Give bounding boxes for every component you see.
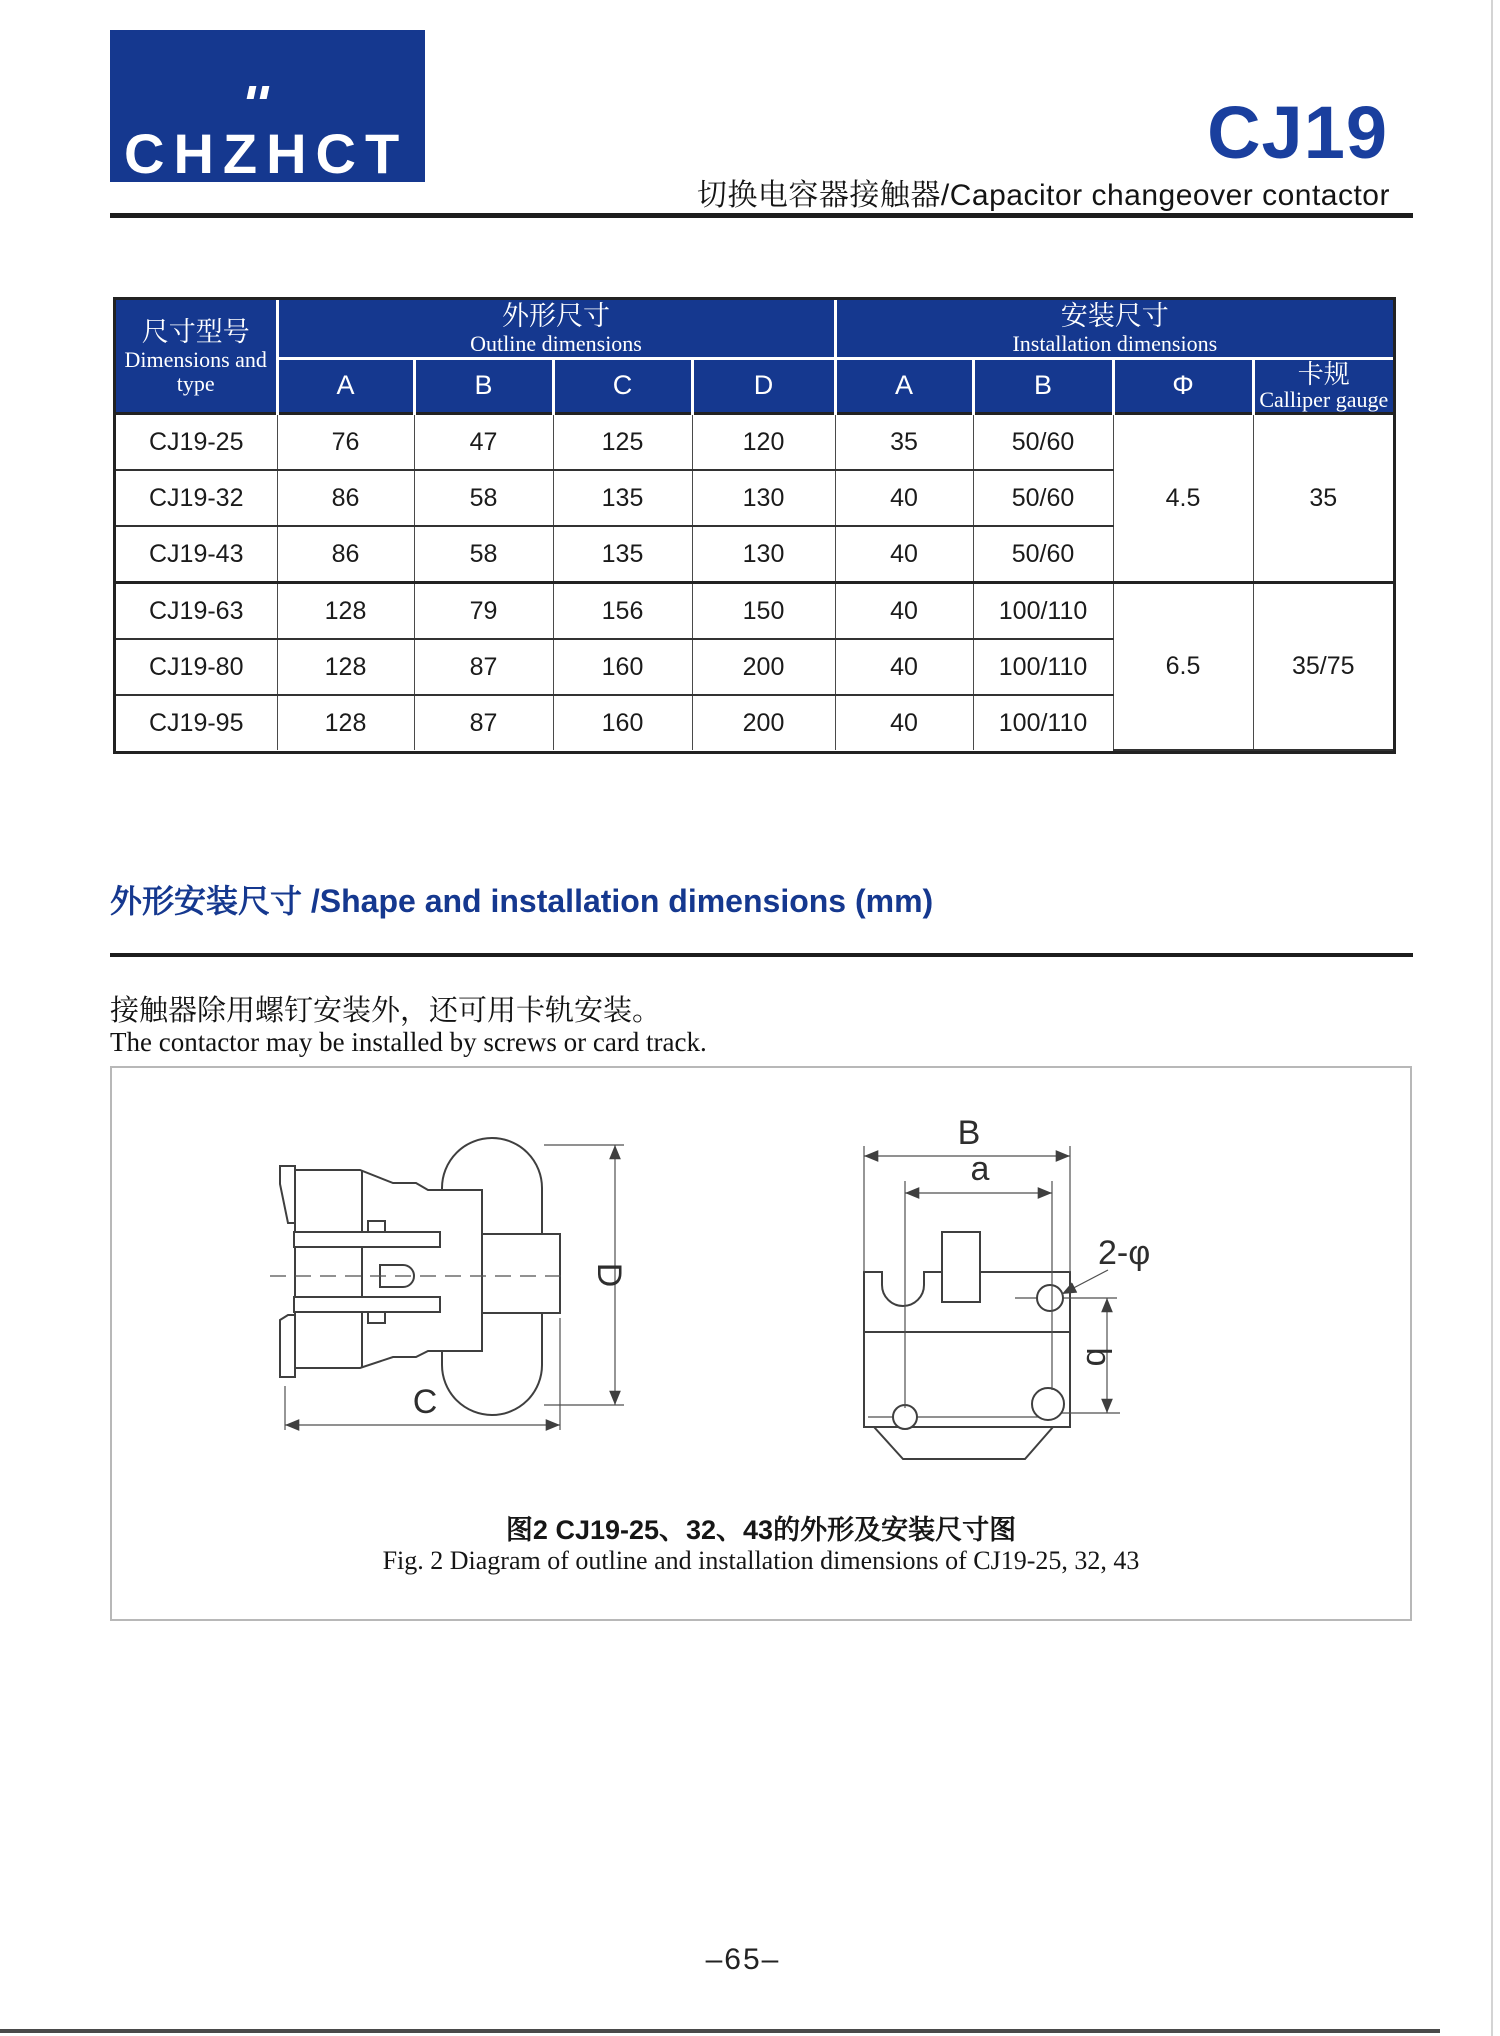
mount-ear-top <box>280 1166 295 1223</box>
cell-c: 125 <box>553 414 692 471</box>
table-header-row-subcols <box>116 358 1393 414</box>
cell-d: 200 <box>692 639 835 695</box>
cell-install-a: 40 <box>835 639 973 695</box>
cell-model: CJ19-32 <box>116 470 277 526</box>
cell-a: 86 <box>277 470 414 526</box>
cell-c: 135 <box>553 470 692 526</box>
cell-b: 58 <box>414 470 553 526</box>
logo-tick-icon <box>260 86 270 99</box>
cell-install-b: 100/110 <box>973 695 1113 750</box>
rail-clip <box>942 1232 980 1302</box>
mount-hole <box>1032 1388 1064 1420</box>
cell-model: CJ19-80 <box>116 639 277 695</box>
col-group-installation-dimensions: 安装尺寸 Installation dimensions <box>835 300 1393 358</box>
product-code: CJ19 <box>1207 91 1388 174</box>
cell-install-a: 35 <box>835 414 973 471</box>
cell-model: CJ19-95 <box>116 695 277 750</box>
cell-b: 47 <box>414 414 553 471</box>
cell-a: 86 <box>277 526 414 583</box>
figure-caption-en: Fig. 2 Diagram of outline and installation dimensions of CJ19-25, 32, 43 <box>382 1546 1140 1575</box>
cell-model: CJ19-63 <box>116 583 277 640</box>
logo-tick-icon <box>247 86 257 99</box>
page-bottom-edge <box>0 2029 1440 2033</box>
cell-a: 128 <box>277 583 414 640</box>
col-header-install-a: A <box>835 358 973 414</box>
hole-diameter-callout <box>1062 1234 1150 1294</box>
dim-label-2phi: 2-φ <box>1098 1234 1151 1272</box>
brand-logo-text: CHZHCT <box>124 122 409 185</box>
cell-phi-group: 6.5 <box>1113 583 1253 751</box>
mount-ear-bottom <box>280 1315 295 1377</box>
mount-hole <box>893 1405 917 1429</box>
col-header-c: C <box>553 358 692 414</box>
col-header-a: A <box>277 358 414 414</box>
col-header-dimensions-type: 尺寸型号 Dimensions and type <box>116 300 277 414</box>
cell-phi-group: 4.5 <box>1113 414 1253 583</box>
cell-c: 156 <box>553 583 692 640</box>
cell-model: CJ19-25 <box>116 414 277 471</box>
cell-a: 128 <box>277 695 414 750</box>
cell-gauge-group: 35/75 <box>1253 583 1393 751</box>
section-rule <box>110 953 1413 957</box>
side-view-drawing <box>270 1138 628 1430</box>
figure-box <box>110 1066 1412 1621</box>
cell-a: 76 <box>277 414 414 471</box>
dim-label-b: b <box>1079 1347 1117 1367</box>
col-header-install-b: B <box>973 358 1113 414</box>
cell-d: 200 <box>692 695 835 750</box>
cell-b: 87 <box>414 695 553 750</box>
dim-label-a: a <box>970 1150 990 1188</box>
cell-install-a: 40 <box>835 470 973 526</box>
figure-caption-zh: 图2 CJ19-25、32、43的外形及安装尺寸图 <box>505 1515 1017 1545</box>
cell-d: 150 <box>692 583 835 640</box>
cell-c: 160 <box>553 695 692 750</box>
cell-c: 160 <box>553 639 692 695</box>
cell-b: 87 <box>414 639 553 695</box>
col-header-b: B <box>414 358 553 414</box>
dimension-b <box>1079 1298 1117 1413</box>
cell-d: 120 <box>692 414 835 471</box>
col-header-calliper-gauge: 卡规 Calliper gauge <box>1253 358 1393 414</box>
col-group-outline-dimensions: 外形尺寸 Outline dimensions <box>277 300 835 358</box>
table-header-row-groups <box>116 300 1393 358</box>
cell-install-b: 50/60 <box>973 470 1113 526</box>
section-heading: 外形安装尺寸 /Shape and installation dimensions (mm) <box>110 883 934 919</box>
cell-install-b: 50/60 <box>973 414 1113 471</box>
cell-install-a: 40 <box>835 583 973 640</box>
install-note-en: The contactor may be installed by screws or card track. <box>110 1027 707 1057</box>
base-foot <box>874 1427 1053 1459</box>
cell-install-a: 40 <box>835 695 973 750</box>
page-subtitle: 切换电容器接触器/Capacitor changeover contactor <box>696 179 1390 212</box>
col-header-d: D <box>692 358 835 414</box>
page-right-edge <box>1491 0 1493 2036</box>
mounting-view-drawing <box>864 1114 1150 1459</box>
mount-hole <box>1037 1285 1063 1311</box>
table-row <box>116 583 1393 640</box>
cell-install-b: 100/110 <box>973 583 1113 640</box>
col-header-phi: Φ <box>1113 358 1253 414</box>
header-rule <box>110 213 1413 218</box>
cell-d: 130 <box>692 470 835 526</box>
dimensions-table <box>113 297 1396 754</box>
cell-b: 58 <box>414 526 553 583</box>
cell-install-b: 50/60 <box>973 526 1113 583</box>
cell-gauge-group: 35 <box>1253 414 1393 583</box>
page-number: –65– <box>705 1943 781 1976</box>
dim-label-C: C <box>412 1383 438 1421</box>
cell-d: 130 <box>692 526 835 583</box>
cell-install-b: 100/110 <box>973 639 1113 695</box>
dim-label-D: D <box>590 1262 628 1288</box>
cell-b: 79 <box>414 583 553 640</box>
install-note-zh: 接触器除用螺钉安装外，还可用卡轨安装。 <box>110 995 662 1027</box>
table-row <box>116 414 1393 471</box>
cell-c: 135 <box>553 526 692 583</box>
cell-model: CJ19-43 <box>116 526 277 583</box>
cell-install-a: 40 <box>835 526 973 583</box>
brand-logo <box>110 30 425 185</box>
cell-a: 128 <box>277 639 414 695</box>
dim-label-B: B <box>957 1114 981 1152</box>
